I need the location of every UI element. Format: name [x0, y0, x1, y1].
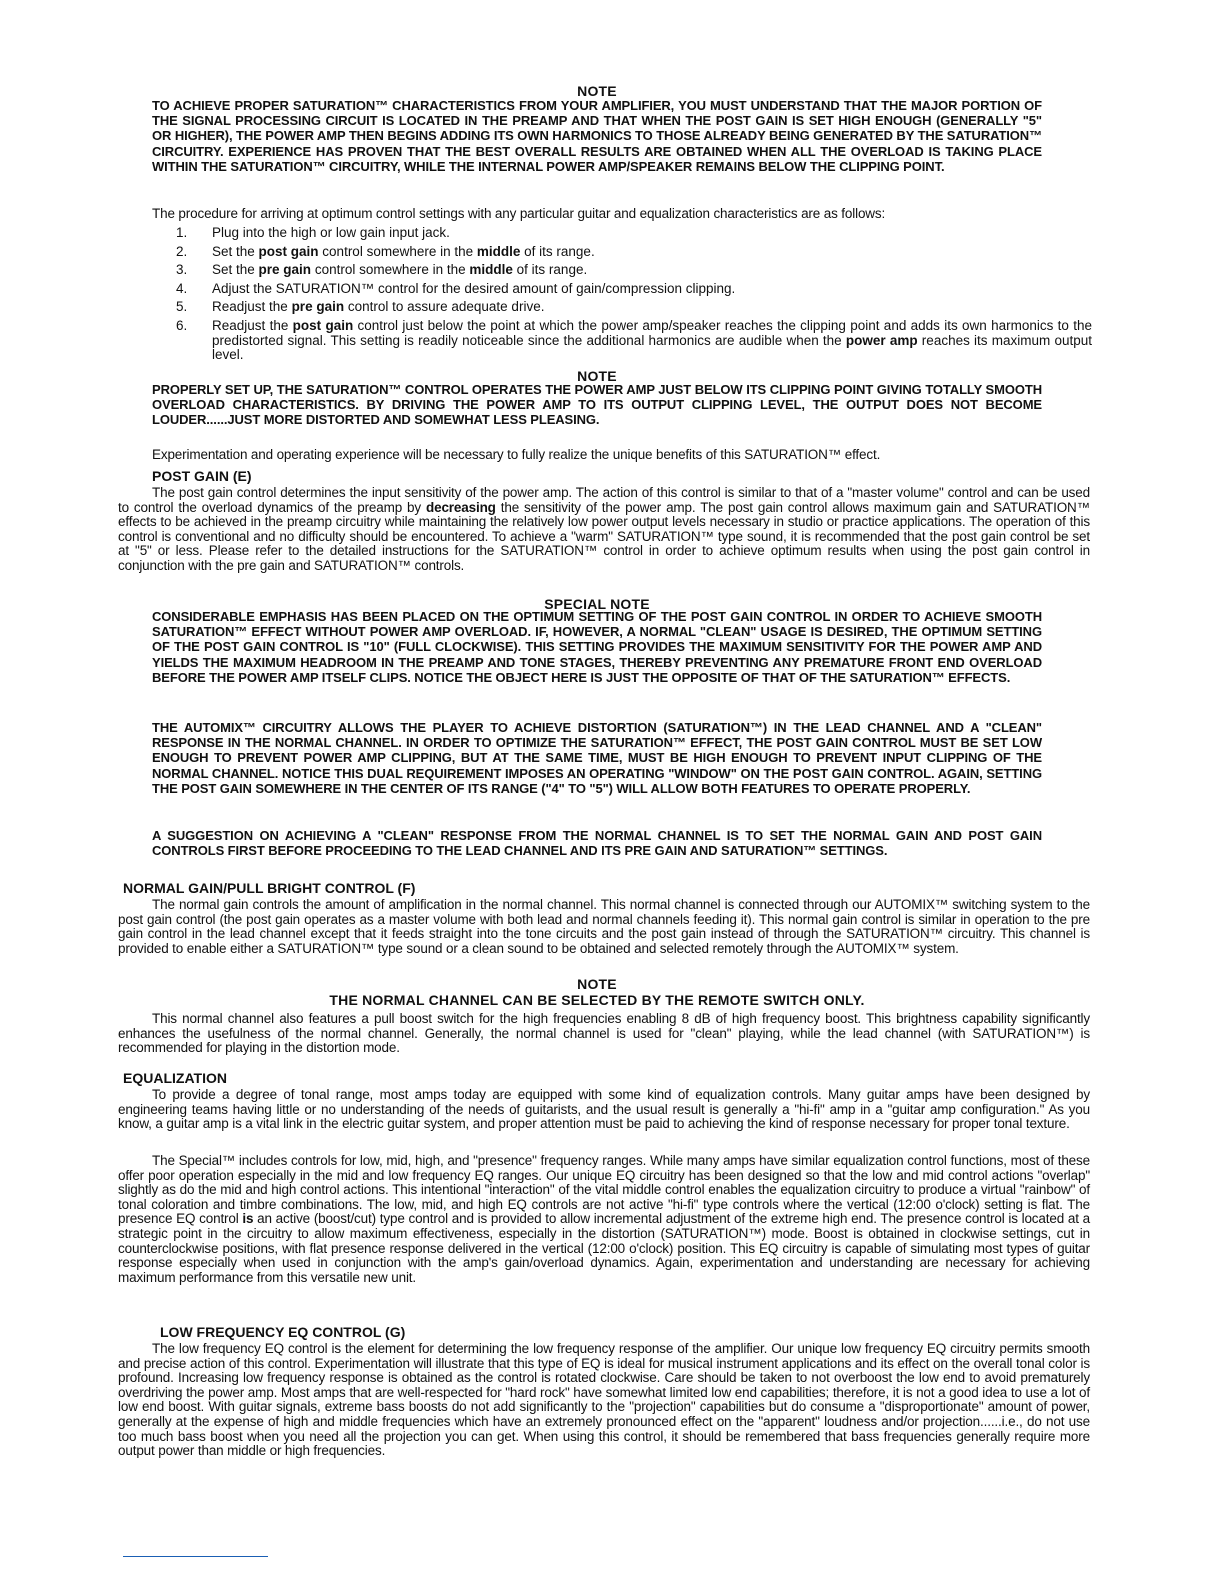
step-item: 1. Plug into the high or low gain input jack. [176, 225, 450, 240]
step-item: 2. Set the post gain control somewhere in the middle of its range. [176, 243, 595, 259]
special-note-p2: THE AUTOMIX™ CIRCUITRY ALLOWS THE PLAYER TO ACHIEVE DISTORTION (SATURATION™) IN THE LEAD CHANNEL AND A "CLEAN" RESPONSE IN THE NORMAL CHANNEL. IN ORDER TO OPTIMIZE THE SATURATION™ EFFECT, THE POST GAIN CONTROL MUST BE SET LOW ENOUGH TO PREVENT POWER AMP CLIPPING, BUT AT THE SAME TIME, MUST BE HIGH ENOUGH TO PREVENT INPUT CLIPPING OF THE NORMAL CHANNEL. NOTICE THIS DUAL REQUIREMENT IMPOSES AN OPERATING "WINDOW" ON THE POST GAIN CONTROL. AGAIN, SETTING THE POST GAIN SOMEWHERE IN THE CENTER OF ITS RANGE ("4" TO "5") WILL ALLOW BOTH FEATURES TO OPERATE PROPERLY. [152, 720, 1042, 796]
note-heading-2: NOTE [577, 368, 617, 384]
experimentation-text: Experimentation and operating experience will be necessary to fully realize the unique benefits of this SATURATION™ effect. [152, 447, 881, 462]
post-gain-heading: POST GAIN (E) [152, 468, 252, 484]
footnote-rule [123, 1556, 268, 1557]
normal-gain-text: The normal gain controls the amount of amplification in the normal channel. This normal channel is connected through our AUTOMIX™ switching system to the post gain control (the post gain operates as a master volume with both lead and normal channels feeding it). This normal gain control is similar in operation to the pre gain control in the lead channel except that it feeds straight into the tone circuits and the post gain instead of through the SATURATION™ circuitry. This channel is provided to enable either a SATURATION™ type sound or a clean sound to be obtained and selected remotely through the AUTOMIX™ system. [118, 897, 1090, 956]
note-3-text: THE NORMAL CHANNEL CAN BE SELECTED BY THE REMOTE SWITCH ONLY. [329, 992, 865, 1008]
procedure-steps [152, 226, 1092, 367]
pull-boost-text: This normal channel also features a pull boost switch for the high frequencies enabling 8 dB of high frequency boost. This brightness capability significantly enhances the usefulness of the normal channel. Generally, the normal channel is used for "clean" playing, while the lead channel (with SATURATION™) is recommended for playing in the distortion mode. [118, 1011, 1090, 1056]
special-note-p3: A SUGGESTION ON ACHIEVING A "CLEAN" RESPONSE FROM THE NORMAL CHANNEL IS TO SET THE NORMAL GAIN AND POST GAIN CONTROLS FIRST BEFORE PROCEEDING TO THE LEAD CHANNEL AND ITS PRE GAIN AND SATURATION™ SETTINGS. [152, 828, 1042, 859]
normal-gain-heading: NORMAL GAIN/PULL BRIGHT CONTROL (F) [123, 880, 416, 896]
low-eq-heading: LOW FREQUENCY EQ CONTROL (G) [160, 1324, 406, 1340]
equalization-p1: To provide a degree of tonal range, most amps today are equipped with some kind of equalization controls. Many guitar amps have been designed by engineering teams having little or no understanding of the needs of guitarists, and the usual result is generally a "hi-fi" amp in a "guitar amp configuration." As you know, a guitar amp is a vital link in the electric guitar system, and proper attention must be paid to achieving the kind of response necessary for proper tonal texture. [118, 1087, 1090, 1132]
note-heading-1: NOTE [577, 83, 617, 99]
special-note-p1: CONSIDERABLE EMPHASIS HAS BEEN PLACED ON THE OPTIMUM SETTING OF THE POST GAIN CONTROL IN ORDER TO ACHIEVE SMOOTH SATURATION™ EFFECT WITHOUT POWER AMP OVERLOAD. IF, HOWEVER, A NORMAL "CLEAN" USAGE IS DESIRED, THE OPTIMUM SETTING OF THE POST GAIN CONTROL IS "10" (FULL CLOCKWISE). THIS SETTING PROVIDES THE MAXIMUM SENSITIVITY FOR THE POWER AMP AND YIELDS THE MAXIMUM HEADROOM IN THE PREAMP AND TONE STAGES, THEREBY PREVENTING ANY PREMATURE FRONT END OVERLOAD BEFORE THE POWER AMP ITSELF CLIPS. NOTICE THE OBJECT HERE IS JUST THE OPPOSITE OF THAT OF THE SATURATION™ EFFECTS. [152, 609, 1042, 685]
step-item: 5. Readjust the pre gain control to assure adequate drive. [176, 299, 545, 315]
note-1-text: TO ACHIEVE PROPER SATURATION™ CHARACTERISTICS FROM YOUR AMPLIFIER, YOU MUST UNDERSTAND THAT THE MAJOR PORTION OF THE SIGNAL PROCESSING CIRCUIT IS LOCATED IN THE PREAMP AND THAT WHEN THE POST GAIN IS SET HIGH ENOUGH (GENERALLY "5" OR HIGHER), THE POWER AMP THEN BEGINS ADDING ITS OWN HARMONICS TO THOSE ALREADY BEING GENERATED BY THE SATURATION™ CIRCUITRY. EXPERIENCE HAS PROVEN THAT THE BEST OVERALL RESULTS ARE OBTAINED WHEN ALL THE OVERLOAD IS TAKING PLACE WITHIN THE SATURATION™ CIRCUITRY, WHILE THE INTERNAL POWER AMP/SPEAKER REMAINS BELOW THE CLIPPING POINT. [152, 98, 1042, 174]
post-gain-text: The post gain control determines the input sensitivity of the power amp. The action of this control is similar to that of a "master volume" control and can be used to control the overload dynamics of the preamp by decreasing the sensitivity of the power amp. The post gain control allows maximum gain and SATURATION™ effects to be achieved in the preamp circuitry while maintaining the relatively low power output levels necessary in studio or practice applications. The operation of this control is conventional and no difficulty should be encountered. To achieve a "warm" SATURATION™ type sound, it is recommended that the post gain control be set at "5" or less. Please refer to the detailed instructions for the SATURATION™ control in order to achieve optimum results when using the post gain control in conjunction with the pre gain and SATURATION™ controls. [118, 485, 1090, 573]
step-item: 6. Readjust the post gain control just below the point at which the power amp/speaker reaches the clipping point and adds its own harmonics to the predistorted signal. This setting is readily noticeable since the additional harmonics are audible when the power amp reaches its maximum output level. [176, 317, 1092, 363]
equalization-heading: EQUALIZATION [123, 1070, 227, 1086]
low-eq-text: The low frequency EQ control is the element for determining the low frequency response of the amplifier. Our unique low frequency EQ circuitry permits smooth and precise action of this control. Experimentation will illustrate that this type of EQ is ideal for musical instrument applications and its effect on the overall tonal color is profound. Increasing low frequency response is obtained as the control is rotated clockwise. Care should be taken to not overboost the low end to avoid prematurely overdriving the power amp. Most amps that are well-respected for "hard rock" have somewhat limited low end capabilities; therefore, it is not a good idea to use a lot of low end boost. With guitar signals, extreme bass boosts do not add significantly to the "projection" capabilities but do consume a "disproportionate" amount of power, generally at the expense of high and middle frequencies which have an extremely pronounced effect on the "apparent" loudness and/or projection......i.e., do not use too much bass boost when you need all the projection you can get. When using this control, it should be remembered that bass frequencies generally require more output power than middle or high frequencies. [118, 1341, 1090, 1459]
equalization-p2: The Special™ includes controls for low, mid, high, and "presence" frequency ranges. While many amps have similar equalization control functions, most of these offer poor operation especially in the mid and low frequency EQ ranges. Our unique EQ circuitry has been designed so that the low and mid control actions "overlap" slightly as do the mid and high control actions. This intentional "interaction" of the vital middle control enables the equalization circuitry to produce a virtual "rainbow" of tonal coloration and timbre combinations. The low, mid, and high EQ controls are not active "hi-fi" type controls where the vertical (12:00 o'clock) setting is flat. The presence EQ control is an active (boost/cut) type control and is provided to allow incremental adjustment of the extreme high end. The presence control is located at a strategic point in the circuitry to allow maximum effectiveness, especially in the distortion (SATURATION™) mode. Boost is obtained in clockwise settings, cut in counterclockwise positions, with flat presence response delivered in the vertical (12:00 o'clock) position. This EQ circuitry is capable of simulating most types of guitar response especially when used in conjunction with the amp's gain/overload dynamics. Again, experimentation and understanding are necessary for achieving maximum performance from this versatile new unit. [118, 1153, 1090, 1285]
special-note-heading: SPECIAL NOTE [544, 596, 650, 612]
step-item: 4. Adjust the SATURATION™ control for the desired amount of gain/compression clipping. [176, 280, 736, 296]
step-item: 3. Set the pre gain control somewhere in the middle of its range. [176, 262, 588, 278]
note-2-text: PROPERLY SET UP, THE SATURATION™ CONTROL OPERATES THE POWER AMP JUST BELOW ITS CLIPPING POINT GIVING TOTALLY SMOOTH OVERLOAD CHARACTERISTICS. BY DRIVING THE POWER AMP TO ITS OUTPUT CLIPPING LEVEL, THE OUTPUT DOES NOT BECOME LOUDER......JUST MORE DISTORTED AND SOMEWHAT LESS PLEASING. [152, 382, 1042, 428]
procedure-intro: The procedure for arriving at optimum control settings with any particular guitar and equalization characteristics are as follows: [152, 206, 886, 221]
note-heading-3: NOTE [577, 976, 617, 992]
